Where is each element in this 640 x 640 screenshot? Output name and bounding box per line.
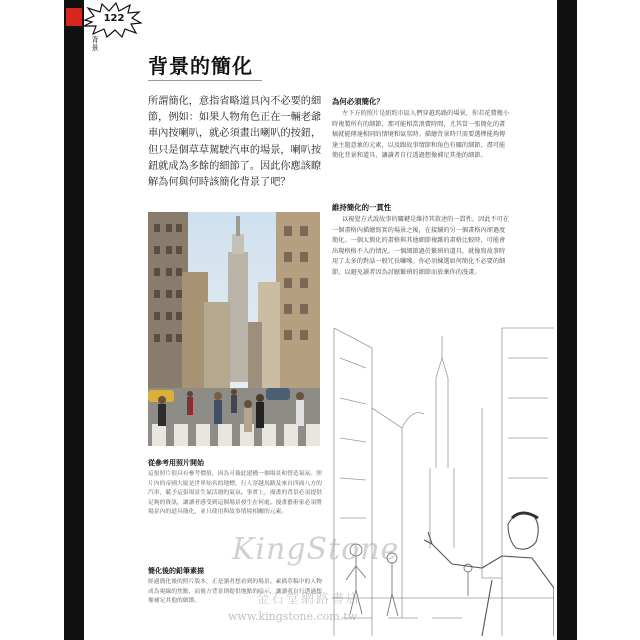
intro-paragraph: 所謂簡化，意指省略道具內不必要的細節，例如：如果人物角色正在一輛老爺車內按喇叭，就必須畫出喇叭的按鈕，但只是個草草駕駛汽車的場景，喇叭按鈕就成為多餘的細節了。因此你應該瞭解為何與何時該簡化背景了吧？ bbox=[148, 96, 322, 189]
watermark-url: www.kingstone.com.tw bbox=[228, 610, 358, 623]
reference-photo bbox=[148, 212, 320, 446]
consistency-body: 以視覺方式說故事的關鍵是維持其敘述的一貫性，因此不可在一個畫格內描繪寫實的場景之後，在接續的另一個畫格內卻過度簡化。一個太簡化的畫格與其他細節複雜的畫格比較時，可能會出現格格不入的情況。一個細節過於繁瑣的道具，就像寫故事時用了太多的對話一般冗長囉嗦。你必須揀選如何簡化不必要的細節，以避免讀者因為討厭繁瑣的細節而放棄你的漫畫。 bbox=[332, 216, 510, 276]
watermark-sub: 金石堂網路書店 bbox=[256, 592, 362, 607]
photo-caption-heading: 從參考用照片開始 bbox=[148, 459, 204, 467]
why-heading: 為何必須簡化？ bbox=[332, 97, 384, 106]
photo-caption-body: 這張照片很具有參考價值，因為可藉此建構一個場景和營造氣氛。照片內的帝國大廈是世界知名的地標，行人穿越馬路及來自四面八方的汽車，賦予這張場景生氣活潑的氣氛。事實上，漫畫的背景必須提供足夠的資訊，讓讀者感受到這個場景發生在何處。漫畫藝術家必須將場景內的道具簡化，並只使用與故事情境相關的元素。 bbox=[148, 471, 322, 516]
book-spine-left bbox=[64, 0, 84, 640]
chapter-tab bbox=[66, 8, 82, 26]
sketch-caption-heading: 簡化後的鉛筆素描 bbox=[148, 567, 204, 575]
title-divider bbox=[148, 80, 262, 81]
why-body: 左下方的照片是紐約市區人們穿越馬路的場景，你若花費幾小時複製所有的細節，那可能相當浪費時間，尤其當一張簡化的畫稿就能傳達相同的情境和氣氛時。描繪背景時只需要選擇能夠傳達主題意象的元素，以及跟故事情節和角色有關的細節，盡可能簡化背景和道具，讓讀者自行透過想像補足其他的細節。 bbox=[332, 110, 510, 159]
consistency-heading: 維持簡化的一貫性 bbox=[332, 203, 392, 212]
pencil-sketch-illustration bbox=[332, 318, 554, 636]
sketch-caption-body: 經過簡化後的照片版本，正是讀者想看到的場景。素描草稿中的人物成為視線的焦點，而後方背景則提供地點的暗示，讓讀者自行透過想像補足其他的細節。 bbox=[148, 579, 322, 605]
book-spine-right bbox=[557, 0, 577, 640]
page-title: 背景的簡化 bbox=[148, 54, 253, 78]
watermark-brand: KingStone bbox=[232, 532, 400, 567]
section-tag: 背景 bbox=[91, 36, 99, 52]
page-number: 122 bbox=[103, 13, 125, 24]
